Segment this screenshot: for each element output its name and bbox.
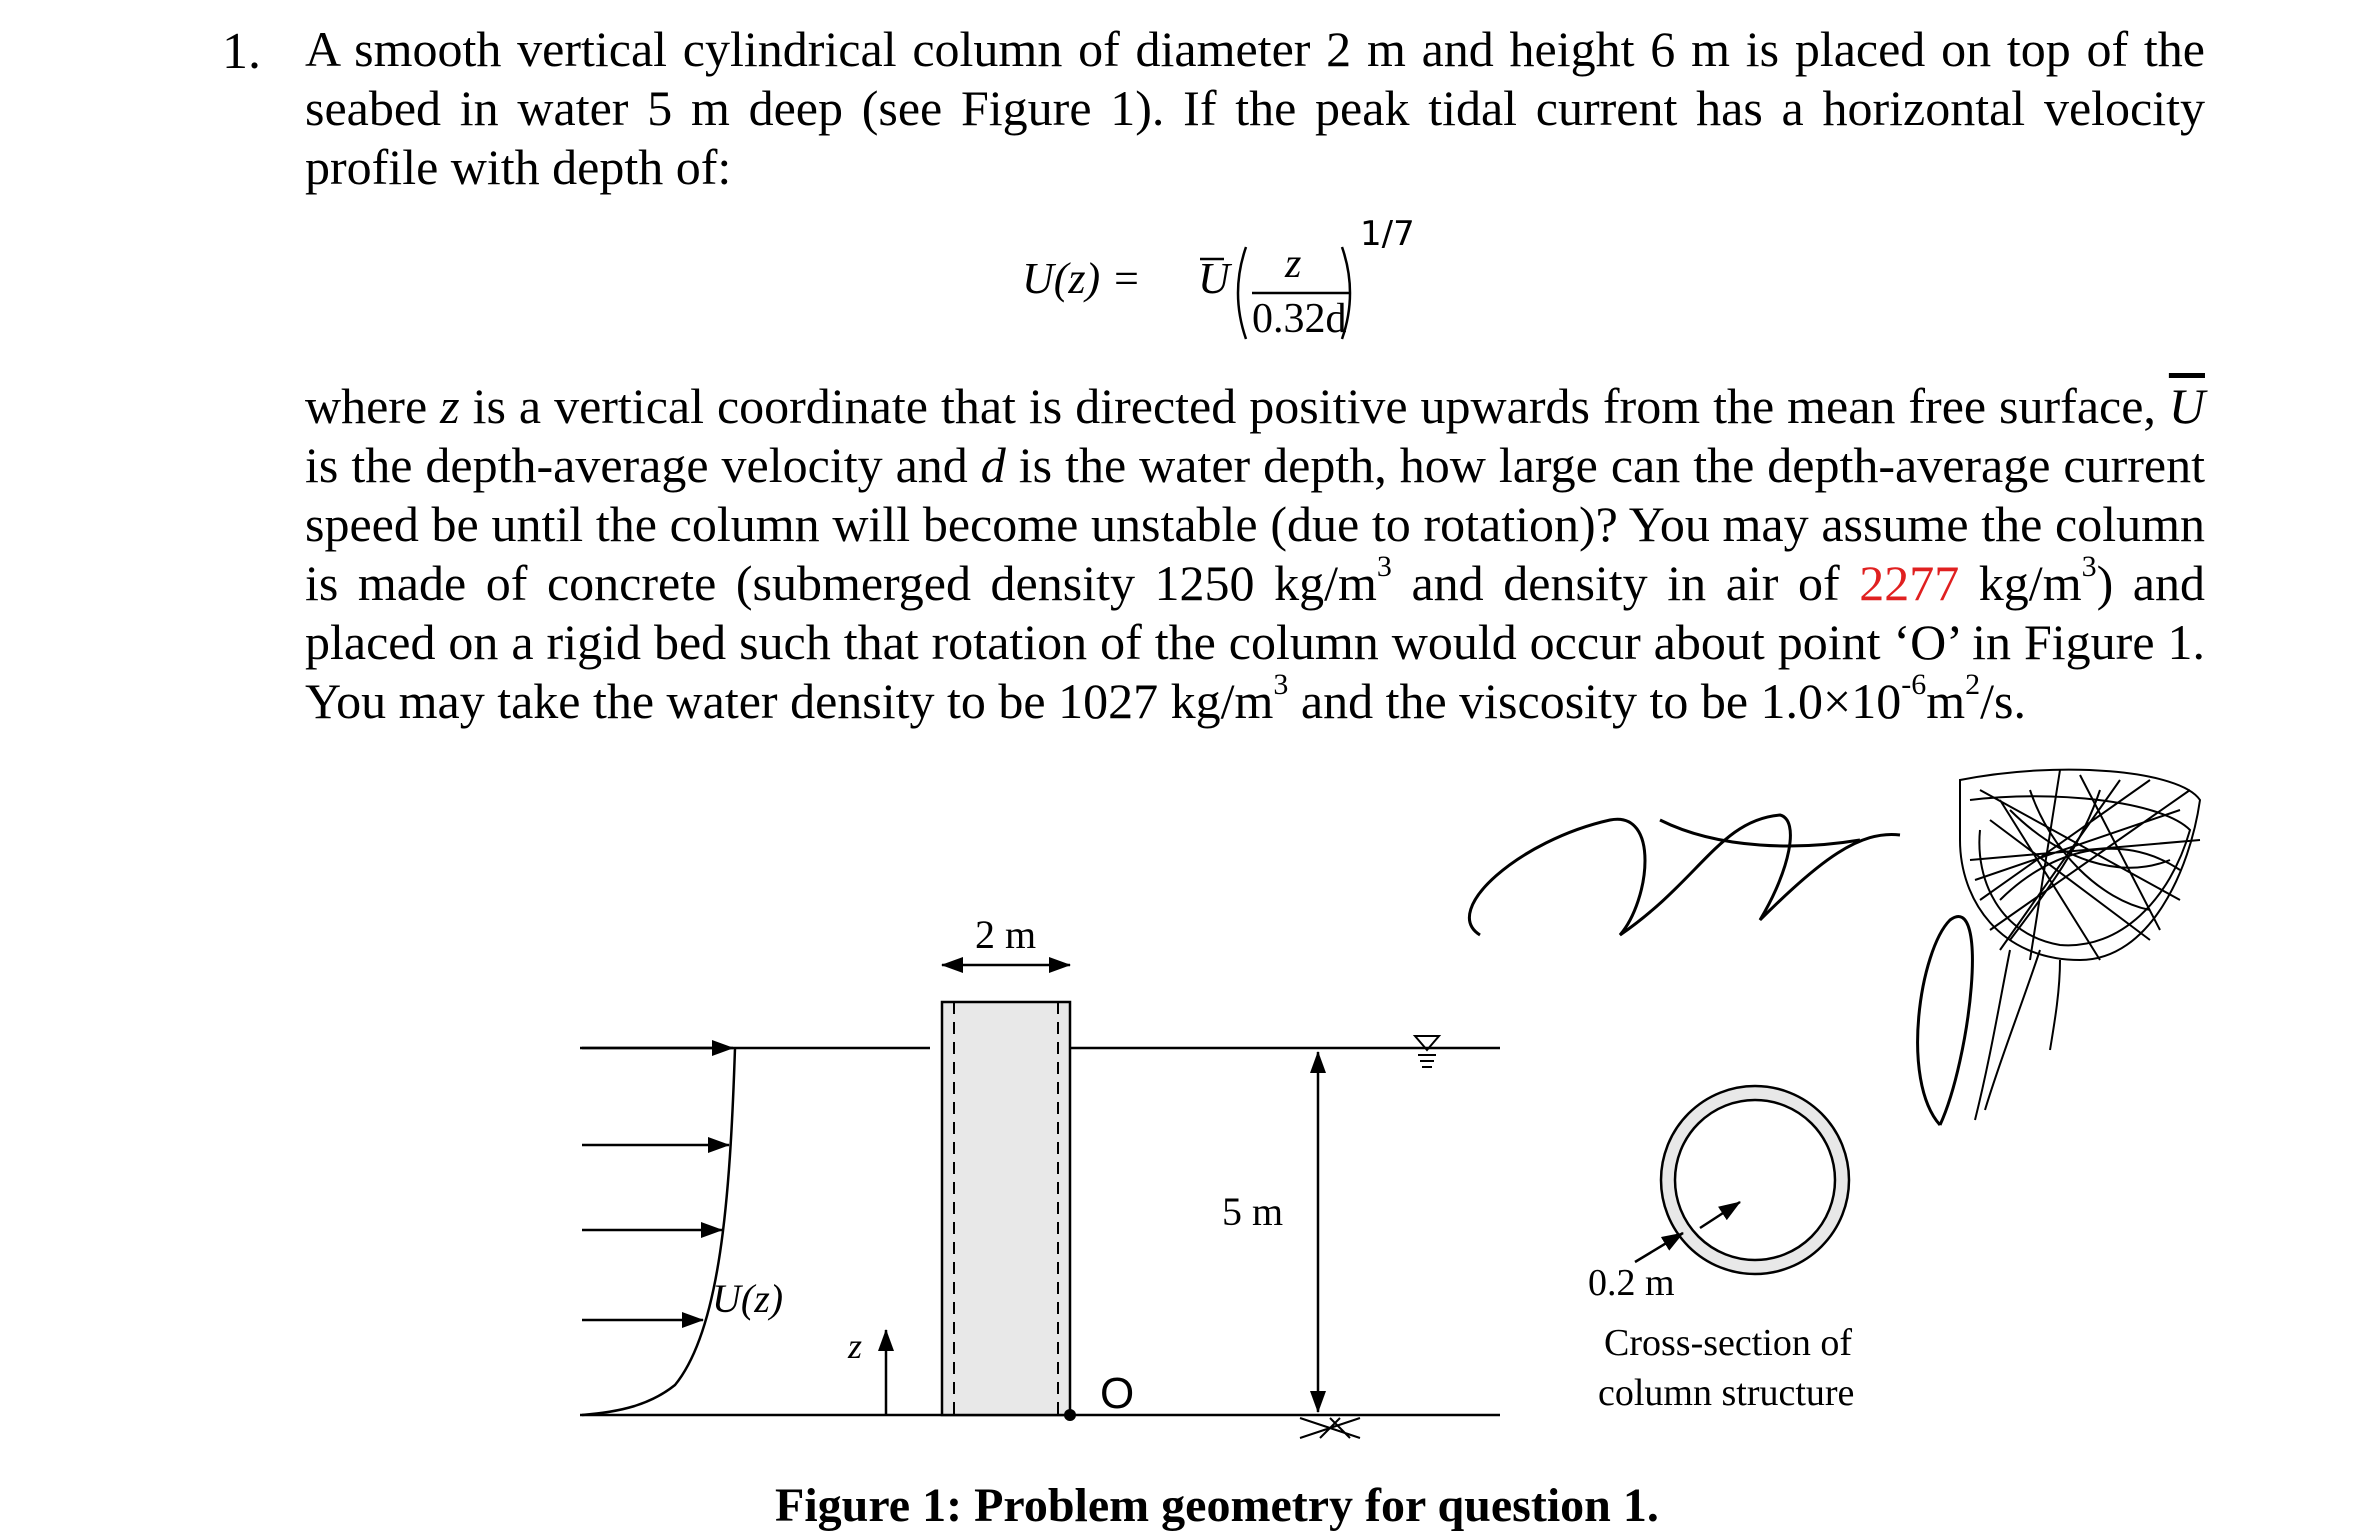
sup-2: 2 xyxy=(1965,668,1981,702)
cross-section-caption-line1: Cross-section of xyxy=(1604,1322,1853,1364)
sup-3c: 3 xyxy=(1273,668,1289,702)
column xyxy=(942,1002,1070,1415)
text-m-unit: m xyxy=(1926,673,1966,729)
formula-lhs: U(z) = xyxy=(1022,254,1141,303)
formula-exponent: 1/7 xyxy=(1360,215,1415,254)
figure-caption: Figure 1: Problem geometry for question 1. xyxy=(775,1479,1659,1532)
text-end: /s. xyxy=(1980,673,2026,729)
pivot-label: O xyxy=(1100,1369,1135,1418)
var-z: z xyxy=(440,378,460,434)
cross-section-inner xyxy=(1675,1100,1835,1260)
intro-text: A smooth vertical cylindrical column of diameter 2 m and height 6 m is placed on top of the seabed in water 5 m deep (see Figure 1). If the peak tidal current has a horizontal velocity profile with depth of: xyxy=(305,21,2205,195)
sup-3: 3 xyxy=(1376,550,1392,584)
question-number: 1. xyxy=(222,23,261,80)
scribble-blob xyxy=(1960,770,2200,1120)
scribble-annotation xyxy=(1469,815,1972,1125)
text-after-ubar: is the depth-average velocity and xyxy=(305,437,981,493)
velocity-profile-curve xyxy=(582,1048,735,1415)
bed-hatch xyxy=(1300,1418,1360,1438)
text-before-red: and density in air of xyxy=(1391,555,1860,611)
cross-section-caption-line2: column structure xyxy=(1598,1372,1855,1414)
text-where: where xyxy=(305,378,441,434)
formula-ubar: U xyxy=(1198,254,1230,303)
text-after-red: ) and placed on a rigid bed such that rotation of the column would occur about point ‘O’ in Figure 1. You may take the water density to be 1027 kg/m xyxy=(305,555,2206,729)
text-after-d: is the water depth, how large can the depth-average current speed be until the column will become unstable (due to rotation)? You may assume the column is made of concrete (submerged density 1250 kg/m xyxy=(305,437,2205,611)
sup-3b: 3 xyxy=(2081,550,2097,584)
pivot-point xyxy=(1064,1409,1076,1421)
thickness-label: 0.2 m xyxy=(1588,1262,1675,1304)
profile-label: U(z) xyxy=(712,1276,784,1321)
text-viscosity: and the viscosity to be 1.0×10 xyxy=(1288,673,1902,729)
thickness-arrow-outer xyxy=(1635,1233,1683,1262)
highlighted-density-value: 2277 xyxy=(1859,555,1960,611)
depth-label: 5 m xyxy=(1222,1189,1284,1234)
formula-numerator: z xyxy=(1285,241,1302,287)
text-after-z: is a vertical coordinate that is directed positive upwards from the mean free surface, xyxy=(459,378,2169,434)
var-d: d xyxy=(980,437,1006,493)
width-label: 2 m xyxy=(975,912,1037,957)
var-ubar: $\overline{U}$ xyxy=(2168,378,2205,434)
sup-exponent: -6 xyxy=(1901,668,1927,702)
text-kg-unit: kg/m xyxy=(1959,555,2082,611)
z-axis-label: z xyxy=(848,1326,863,1366)
formula-denominator: 0.32d xyxy=(1252,296,1347,342)
